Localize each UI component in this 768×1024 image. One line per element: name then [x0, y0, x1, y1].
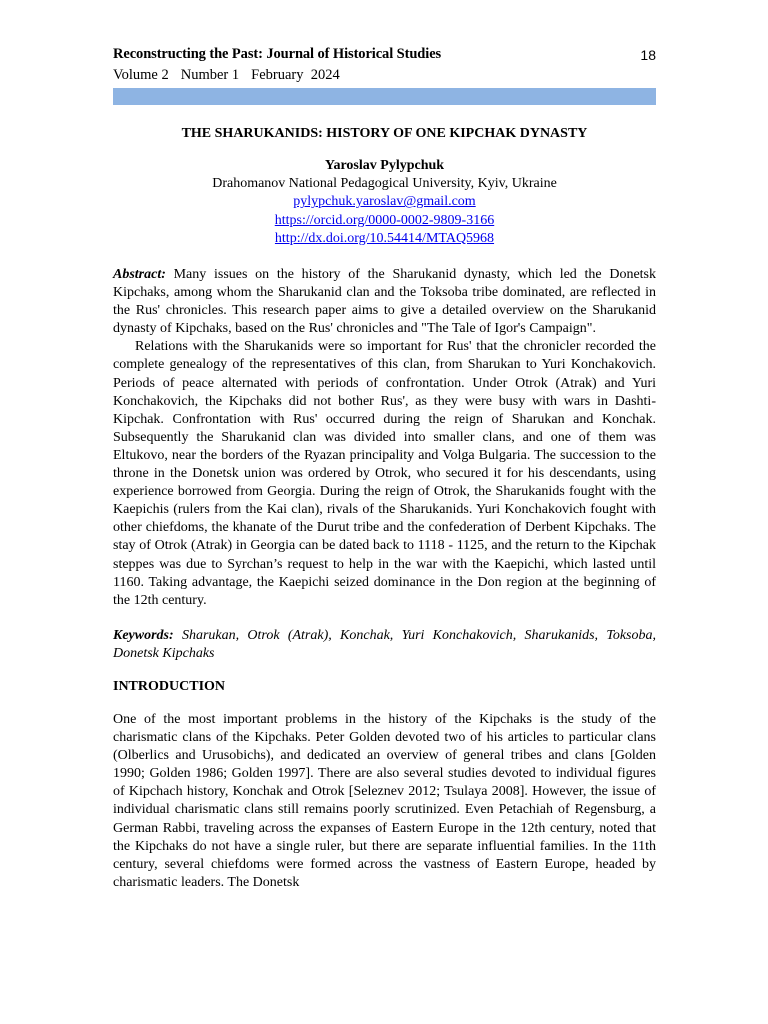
number-label: Number 1: [180, 67, 240, 83]
author-block: [113, 157, 656, 248]
issue-date: February 2024: [251, 67, 340, 83]
abstract-paragraph-1: [113, 266, 656, 338]
orcid-link[interactable]: https://orcid.org/0000-0002-9809-3166: [274, 212, 495, 228]
page-number: 18: [640, 47, 656, 63]
abstract: [113, 266, 656, 610]
author-name: Yaroslav Pylypchuk: [324, 158, 445, 173]
journal-page: [113, 44, 656, 892]
author-affiliation: Drahomanov National Pedagogical University, Kyiv, Ukraine: [212, 176, 557, 192]
author-email-link[interactable]: pylypchuk.yaroslav@gmail.com: [293, 194, 476, 210]
abstract-label: Abstract:: [113, 267, 166, 283]
running-header: [113, 44, 656, 66]
journal-title: Reconstructing the Past: Journal of Historical Studies: [113, 46, 442, 62]
introduction-heading: INTRODUCTION: [113, 678, 226, 694]
keywords-text: Sharukan, Otrok (Atrak), Konchak, Yuri Konchakovich, Sharukanids, Toksoba, Donetsk Kipchaks: [113, 627, 656, 661]
doi-link[interactable]: http://dx.doi.org/10.54414/MTAQ5968: [274, 230, 495, 246]
introduction-paragraph: One of the most important problems in the history of the Kipchaks is the study of the charismatic clans of the Kipchaks. Peter Golden devoted two of his articles to particular clans (Olberlics and Urusobichs), and dedicated an overview of general tribes and clans [Golden 1990; Golden 1986; Golden 1997]. There are also several studies devoted to individual figures of Kipchach history, Konchak and Otrok [Seleznev 2012; Tsulaya 2008]. However, the issue of individual charismatic clans still remains poorly scrutinized. Even Petachiah of Regensburg, a German Rabbi, traveling across the expanses of Eastern Europe in the 12th century, noted that the Kipchaks do not have a single ruler, but there are separate influential families. In the 11th century, several chiefdoms were formed across the vastness of Eastern Europe, headed by charismatic leaders. The Donetsk: [113, 711, 656, 890]
keywords-label: Keywords:: [113, 627, 174, 643]
abstract-text-1: Many issues on the history of the Sharukanid dynasty, which led the Donetsk Kipchaks, among whom the Sharukanid clan and the Toksoba tribe dominated, are reflected in the Rus' chronicles. This research paper aims to give a detailed overview on the Sharukanid dynasty of Kipchaks, based on the Rus' chronicles and "The Tale of Igor's Campaign".: [113, 267, 656, 337]
issue-info: [113, 67, 656, 84]
volume-label: Volume 2: [113, 67, 169, 83]
keywords: [113, 627, 656, 663]
header-band: [113, 88, 656, 105]
article-title: THE SHARUKANIDS: HISTORY OF ONE KIPCHAK DYNASTY: [181, 126, 588, 141]
abstract-paragraph-2: Relations with the Sharukanids were so important for Rus' that the chronicler recorded the complete genealogy of the representatives of this clan, from Sharukan to Yuri Konchakovich. Periods of peace alternated with periods of confrontation. Under Otrok (Atrak) and Yuri Konchakovich, the Kipchaks did not bother Rus', as they were busy with wars in Dashti-Kipchak. Confrontation with Rus' occurred during the reign of Sharukan and Konchak. Subsequently the Sharukanid clan was divided into smaller clans, and one of them was Eltukovo, near the borders of the Ryazan principality and Volga Bulgaria. The succession to the throne in the Donetsk union was ordered by Otrok, who secured it for his descendants, using experience borrowed from Georgia. During the reign of Otrok, the Sharukanids fought with the Kaepichis (rulers from the Kai clan), rivals of the Sharukanids. Yuri Konchakovich fought with other chiefdoms, the khanate of the Durut tribe and the confederation of Derbent Kipchaks. The stay of Otrok (Atrak) in Georgia can be dated back to 1118 - 1125, and the return to the Kipchak steppes was due to Syrchan’s request to help in the war with the Kaepichi, which lasted until 1160. Taking advantage, the Kaepichi seized dominance in the Don region at the beginning of the 12th century.: [113, 339, 656, 608]
